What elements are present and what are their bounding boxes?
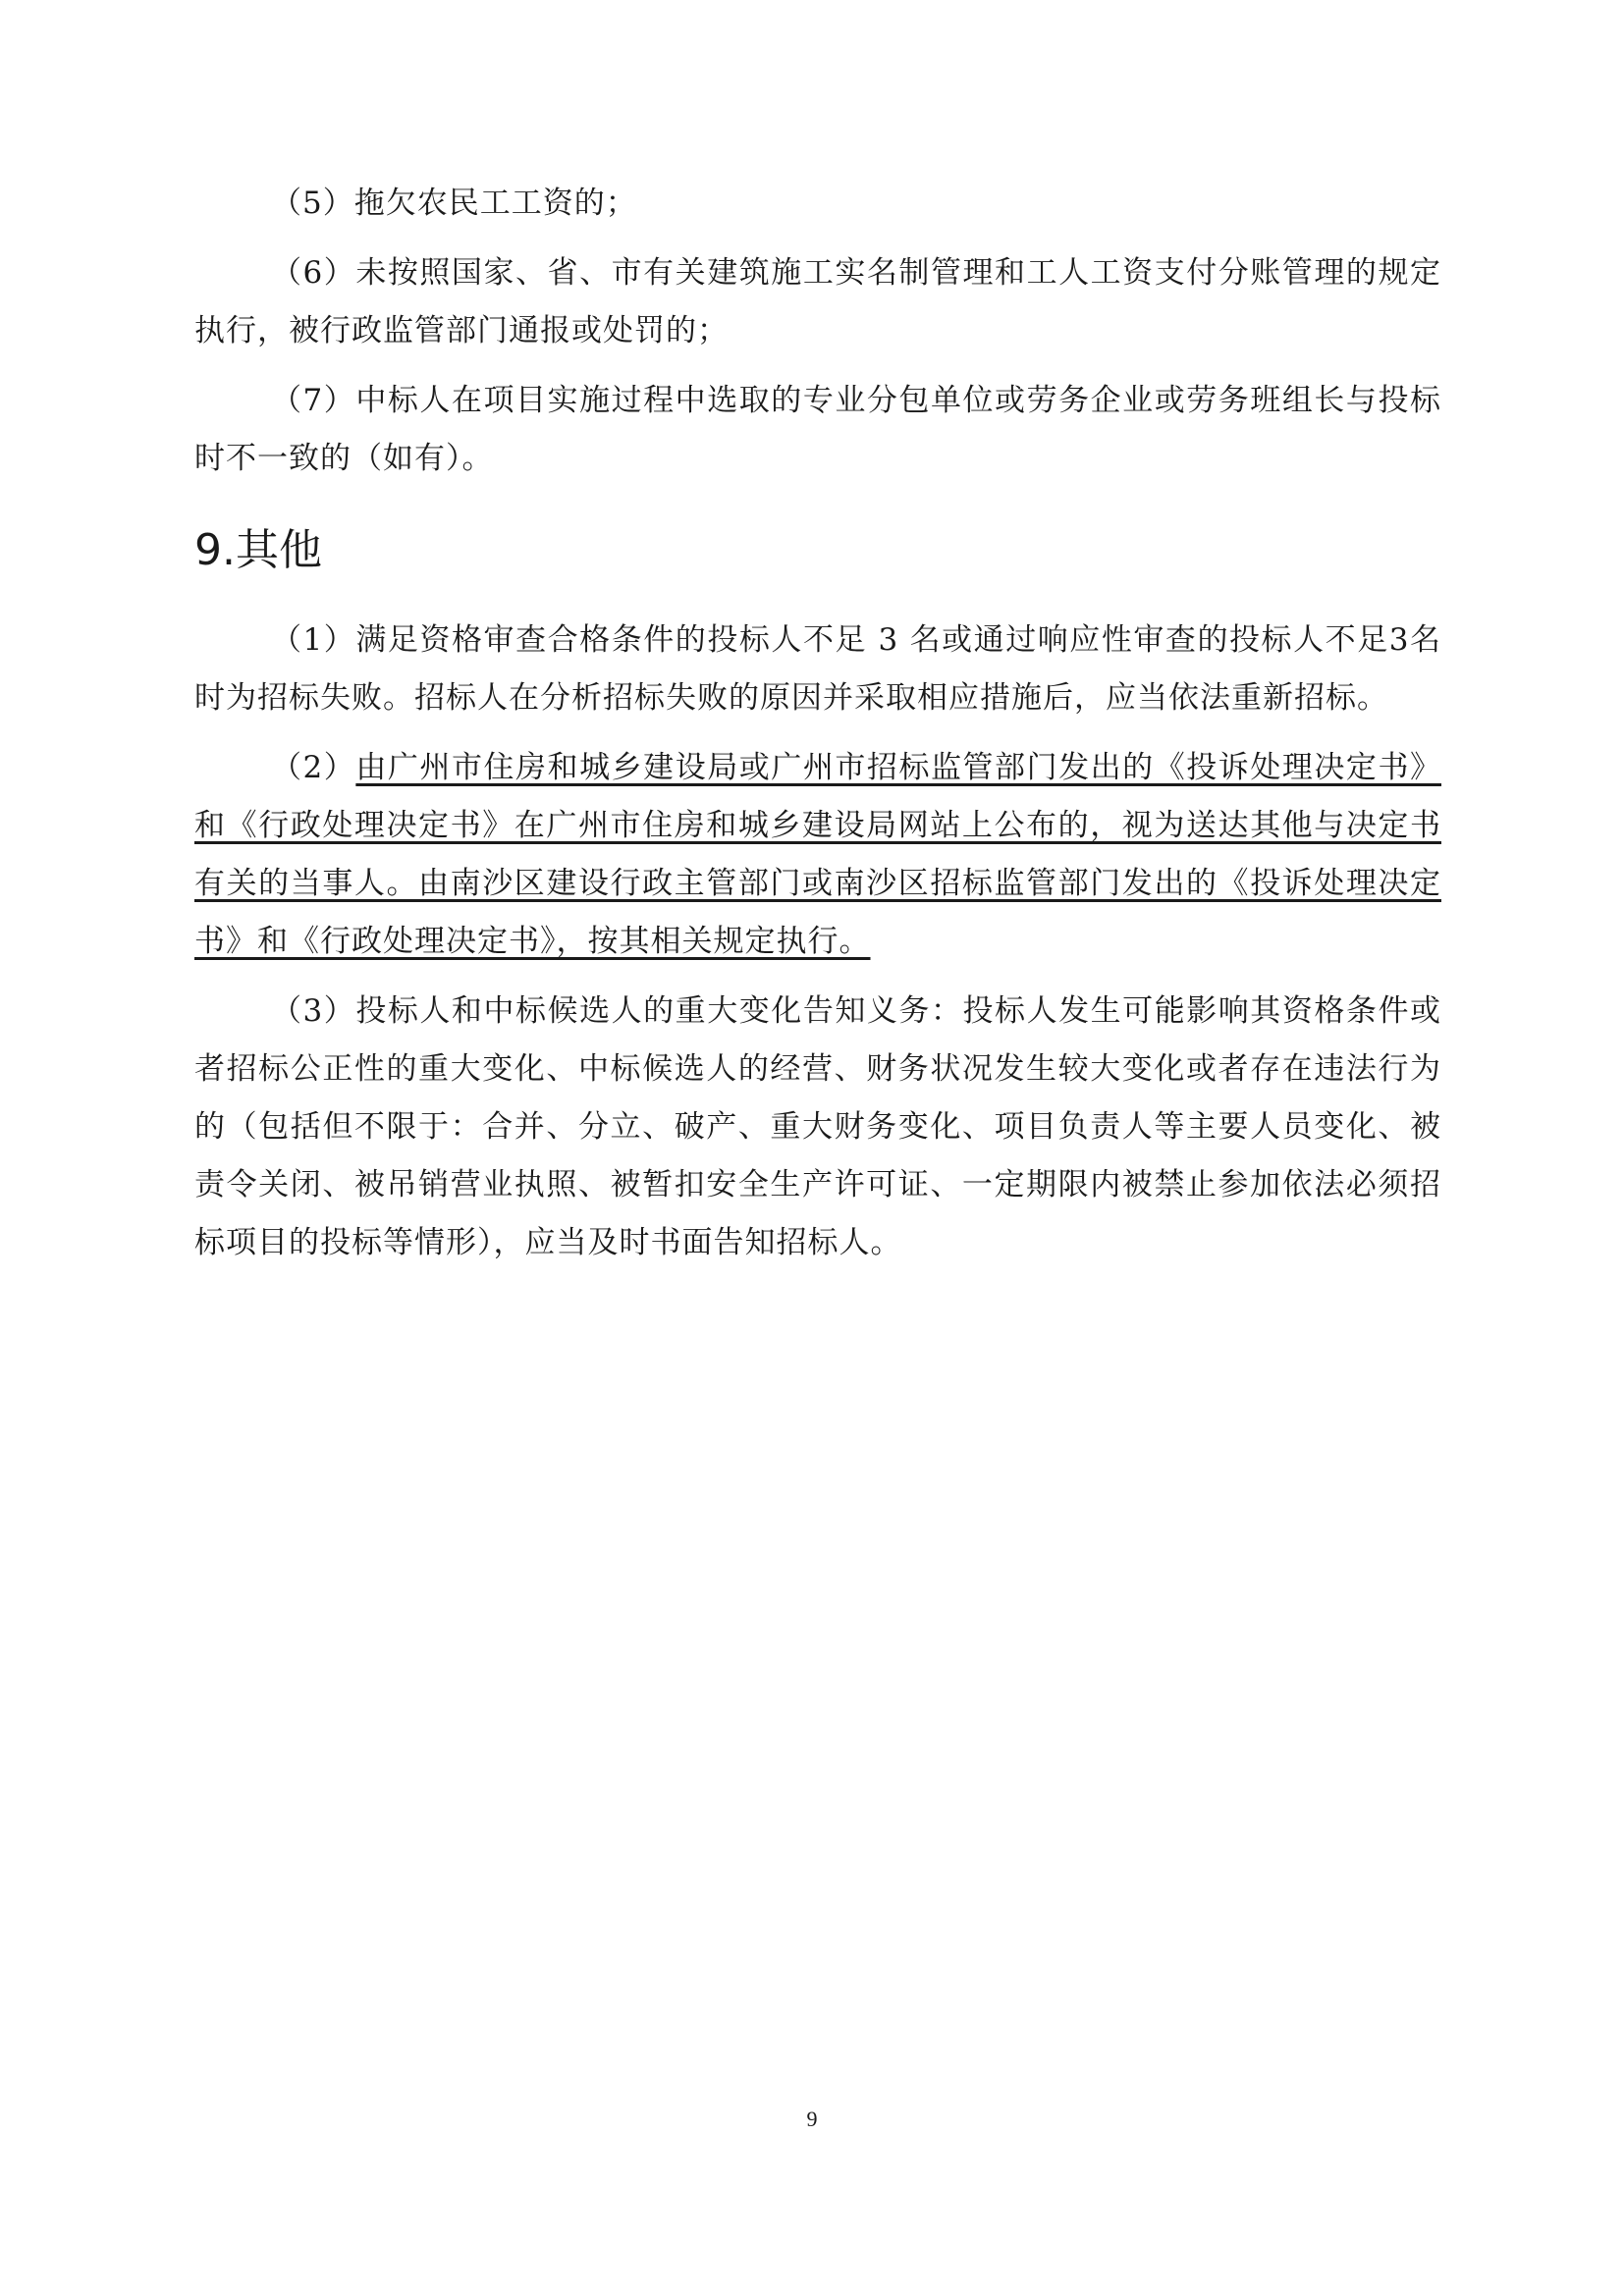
list-item: （6）未按照国家、省、市有关建筑施工实名制管理和工人工资支付分账管理的规定执行，被行政监管部门通报或处罚的； bbox=[194, 255, 1441, 348]
item-prefix: （2） bbox=[271, 750, 356, 785]
list-item: （1）满足资格审查合格条件的投标人不足 3 名或通过响应性审查的投标人不足3名时为招标失败。招标人在分析招标失败的原因并采取相应措施后，应当依法重新招标。 bbox=[194, 622, 1441, 716]
section-heading: 9.其他 bbox=[194, 525, 322, 575]
page-content bbox=[194, 175, 1441, 1272]
list-item: （5）拖欠农民工工资的； bbox=[271, 186, 637, 221]
page-number: 9 bbox=[806, 2107, 818, 2131]
underlined-text: 由广州市住房和城乡建设局或广州市招标监管部门发出的《投诉处理决定书》和《行政处理决定书》在广州市住房和城乡建设局网站上公布的，视为送达其他与决定书有关的当事人。由南沙区建设行政主管部门或南沙区招标监管部门发出的《投诉处理决定书》和《行政处理决定书》，按其相关规定执行。 bbox=[194, 750, 1442, 959]
list-item-underlined bbox=[194, 739, 1441, 971]
list-item: （7）中标人在项目实施过程中选取的专业分包单位或劳务企业或劳务班组长与投标时不一致的（如有）。 bbox=[194, 383, 1441, 476]
list-item: （3）投标人和中标候选人的重大变化告知义务：投标人发生可能影响其资格条件或者招标公正性的重大变化、中标候选人的经营、财务状况发生较大变化或者存在违法行为的（包括但不限于：合并、分立、破产、重大财务变化、项目负责人等主要人员变化、被责令关闭、被吊销营业执照、被暂扣安全生产许可证、一定期限内被禁止参加依法必须招标项目的投标等情形），应当及时书面告知招标人。 bbox=[194, 993, 1441, 1260]
